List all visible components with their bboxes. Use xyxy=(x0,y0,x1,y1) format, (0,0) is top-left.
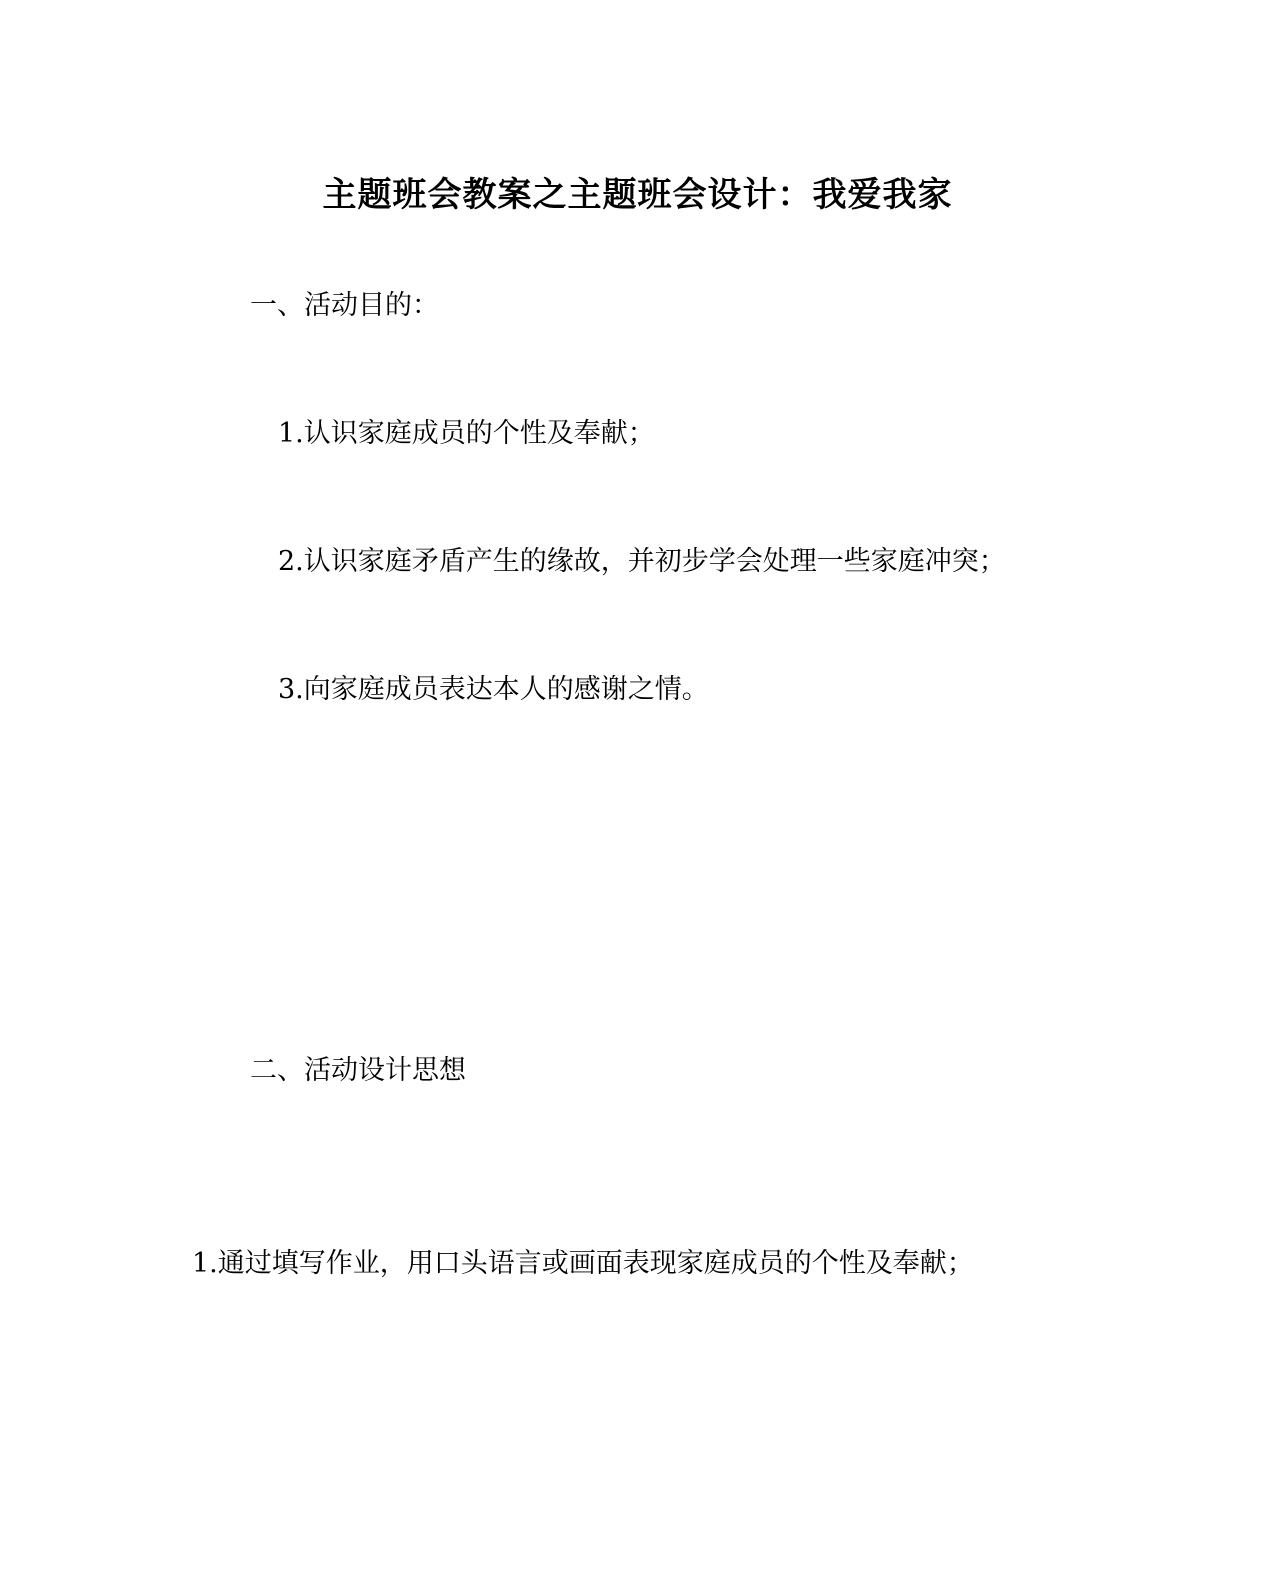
goal-item-1: 1.认识家庭成员的个性及奉献； xyxy=(278,418,655,449)
design-item-1: 1.通过填写作业，用口头语言或画面表现家庭成员的个性及奉献； xyxy=(192,1248,974,1279)
goal-item-3: 3.向家庭成员表达本人的感谢之情。 xyxy=(278,674,709,705)
section-heading-design-thinking: 二、活动设计思想 xyxy=(250,1055,466,1086)
section-heading-activity-goals: 一、活动目的： xyxy=(250,290,439,321)
goal-item-2: 2.认识家庭矛盾产生的缘故，并初步学会处理一些家庭冲突； xyxy=(278,546,1006,577)
document-title: 主题班会教案之主题班会设计：我爱我家 xyxy=(322,175,953,215)
